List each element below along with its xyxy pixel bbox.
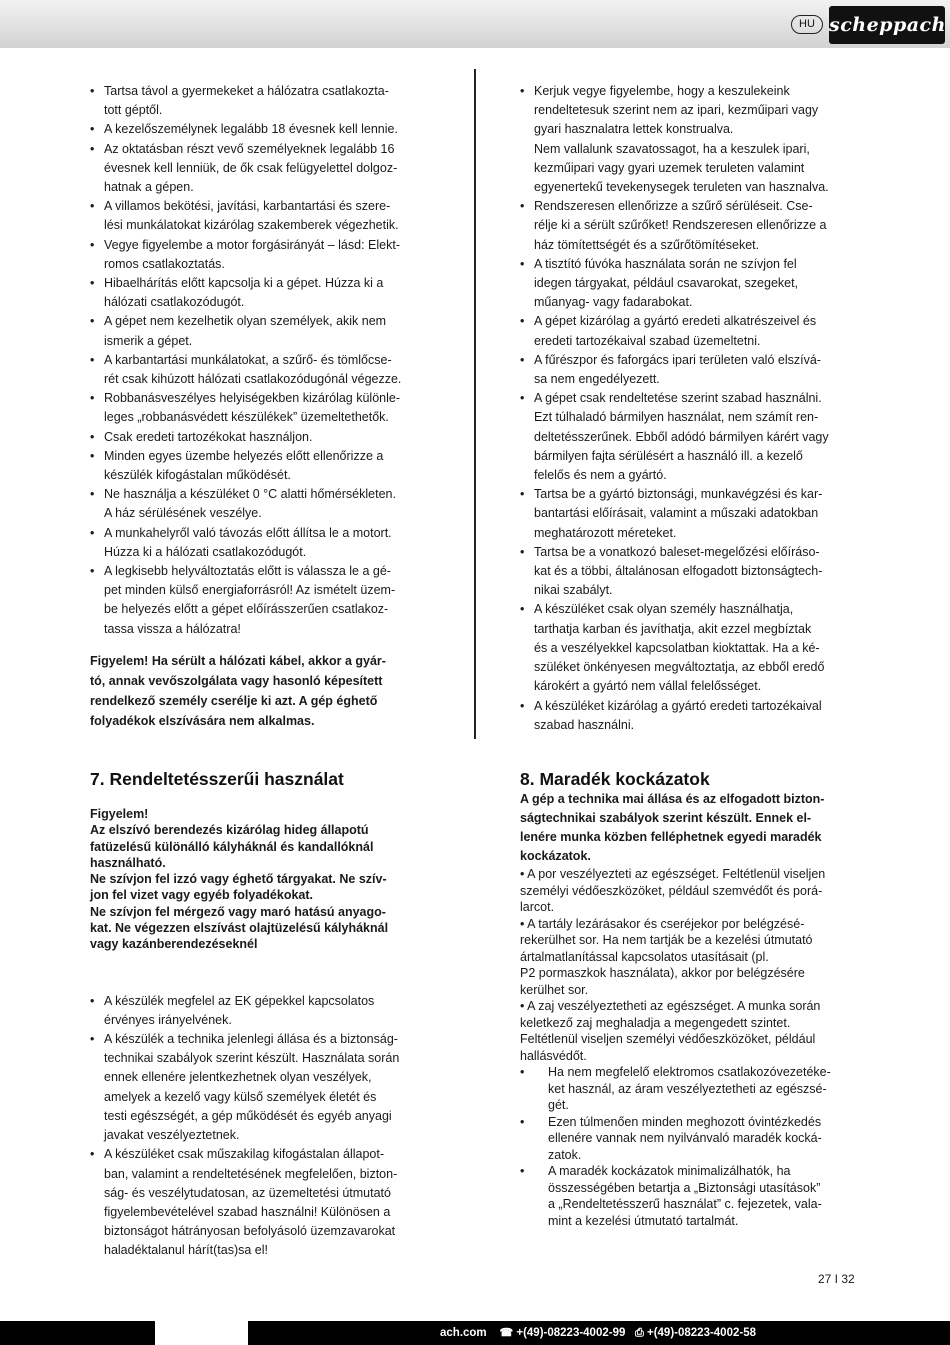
list-item: • Hibaelhárítás előtt kapcsolja ki a gépet. Húzza ki a hálózati csatlakozódugót. [90,274,432,312]
list-item: • Kerjuk vegye figyelembe, hogy a keszulekeink rendeltetesuk szerint nem az ipari, kezműipari vagy gyari hasznalatra lettek konstrualva. Nem vallalunk szavatossagot, ha a keszulek ipari, kezműipari vagy gyari uzemek teruleten valamint egyenertekű tevekenysegek teruleten van hasznalva. [520,82,863,197]
list-item: • Robbanásveszélyes helyiségekben kizárólag különle- leges „robbanásvédett készülékek” üzemeltethetők. [90,389,432,427]
footer-gap [155,1321,248,1345]
section-8-risk-items [520,866,863,1064]
column-divider [474,69,476,739]
list-item: • A villamos bekötési, javítási, karbantartási és szere- lési munkálatokat kizárólag szakemberek végezhetik. [90,197,432,235]
risk-item: • A zaj veszélyeztetheti az egészséget. A munka során keletkező zaj meghaladja a megengedett szintet. Feltétlenül viseljen személyi védőeszközöket, például hallásvédőt. [520,999,821,1063]
list-item: • A gépet nem kezelhetik olyan személyek, akik nem ismerik a gépet. [90,312,432,350]
list-item: • A tisztító fúvóka használata során ne szívjon fel idegen tárgyakat, például csavarokat, szegeket, műanyag- vagy fadarabokat. [520,255,863,313]
list-item: • A maradék kockázatok minimalizálhatók, ha összességében betartja a „Biztonsági utasítások” a „Rendeltetésszerű használat” c. fejezetek, vala- mint a kezelési útmutató tartalmát. [520,1163,863,1229]
footer-web: ach.com [440,1327,487,1339]
list-item: • A készüléket csak műszakilag kifogástalan állapot- ban, valamint a rendeltetésének megfelelően, bizton- ság- és veszélytudatosan, az üzemeltetési útmutató figyelembevételével szabad használni! Különösen a biztonságot hátrányosan befolyásoló üzemzavarokat haladéktalanul hárít(tas)sa el! [90,1145,432,1260]
list-item: • A készülék a technika jelenlegi állása és a biztonság- technikai szabályok szerint készült. Használata során ennek ellenére jelentkezhetnek olyan veszélyek, amelyek a kezelő vagy külső személyek életét és testi egészségét, a gép működését és egyéb anyagi javakat veszélyeztetnek. [90,1030,432,1145]
risk-item: • A por veszélyezteti az egészséget. Feltétlenül viseljen személyi védőeszközöket, például szemvédőt és porá- larcot. [520,867,826,914]
left-safety-section [90,82,432,731]
list-item: • A munkahelyről való távozás előtt állítsa le a motort. Húzza ki a hálózati csatlakozódugót. [90,524,432,562]
footer-phone: +(49)-08223-4002-99 [516,1327,626,1339]
list-item: • A készülék megfelel az EK gépekkel kapcsolatos érvényes irányelvének. [90,992,432,1030]
list-item: • Csak eredeti tartozékokat használjon. [90,428,432,447]
list-item: • Ne használja a készüléket 0 °C alatti hőmérsékleten. A ház sérülésének veszélye. [90,485,432,523]
fax-icon: ⎙ [634,1327,644,1339]
list-item: • Tartsa távol a gyermekeket a hálózatra csatlakozta- tott géptől. [90,82,432,120]
right-safety-section [520,82,863,735]
brand-logo: scheppach [829,6,945,44]
cable-warning: Figyelem! Ha sérült a hálózati kábel, akkor a gyár- tó, annak vevőszolgálata vagy hasonló képesített rendelkező személy cserélje ki azt. A gép éghető folyadékok elszívására nem alkalmas. [90,653,386,728]
list-item: • A készüléket csak olyan személy használhatja, tarthatja karban és javíthatja, akit ezzel megbíztak és a veszélyekkel kapcsolatban kioktattak. Ha a ké- szüléket önkényesen megváltoztatja, az ebből eredő károkért a gyártó nem vállal felelősséget. [520,600,863,696]
language-badge: HU [791,15,823,34]
section-7-bullet-list [90,992,432,1261]
list-item: • Rendszeresen ellenőrizze a szűrő sérüléseit. Cse- rélje ki a sérült szűrőket! Rendszeresen ellenőrizze a ház tömítettségét és a szűrőtömítéseket. [520,197,863,255]
list-item: • A fűrészpor és faforgács ipari területen való elszívá- sa nem engedélyezett. [520,351,863,389]
risk-item: • A tartály lezárásakor és cseréjekor por belégzésé- rekerülhet sor. Ha nem tartják be a kezelési útmutató ártalmatlanítással kapcsolatos utasításait (pl. P2 pormaszkok használata), akkor por belégzésére kerülhet sor. [520,916,813,997]
list-item: • A gépet kizárólag a gyártó eredeti alkatrészeivel és eredeti tartozékaival szabad üzemeltetni. [520,312,863,350]
list-item: • Vegye figyelembe a motor forgásirányát – lásd: Elekt- romos csatlakoztatás. [90,236,432,274]
section-8-bullet-list [520,1064,863,1229]
footer-contact [440,1321,756,1345]
header-bar [0,0,950,48]
list-item: • A készüléket kizárólag a gyártó eredeti tartozékaival szabad használni. [520,697,863,735]
phone-icon: ☎ [499,1327,514,1339]
list-item: • Minden egyes üzembe helyezés előtt ellenőrizze a készülék kifogástalan működését. [90,447,432,485]
list-item: • Az oktatásban részt vevő személyeknek legalább 16 évesnek kell lenniük, de ők csak felügyelettel dolgoz- hatnak a gépen. [90,140,432,198]
section-7-title: 7. Rendeltetésszerűi használat [90,769,344,789]
section-8-title: 8. Maradék kockázatok [520,769,710,789]
section-8-intro: A gép a technika mai állása és az elfogadott bizton- ságtechnikai szabályok szerint készült. Ennek el- lenére munka közben felléphetnek egyedi maradék kockázatok. [520,792,825,863]
section-8 [520,768,863,1229]
page-number: 27 I 32 [818,1272,855,1286]
list-item: • A gépet csak rendeltetése szerint szabad használni. Ezt túlhaladó bármilyen használat, nem számít ren- deltetésszerűnek. Ebből adódó bármilyen kárért vagy bármilyen fajta sérülésért a használó ill. a kezelő felelős és nem a gyártó. [520,389,863,485]
list-item: • Tartsa be a vonatkozó baleset-megelőzési előíráso- kat és a többi, általánosan elfogadott biztonságtech- nikai szabályt. [520,543,863,601]
footer-bar [0,1321,950,1345]
right-bullet-list [520,82,863,735]
list-item: • Ezen túlmenően minden meghozott óvintézkedés ellenére vannak nem nyilvánvaló maradék kocká- zatok. [520,1114,863,1164]
list-item: • A karbantartási munkálatokat, a szűrő- és tömlőcse- rét csak kihúzott hálózati csatlakozódugónál végezze. [90,351,432,389]
section-7-warning: Figyelem! Az elszívó berendezés kizárólag hideg állapotú fatüzelésű különálló kályháknál és kandallóknál használható. Ne szívjon fel izzó vagy éghető tárgyakat. Ne szív- jon fel vizet vagy egyéb folyadékokat. Ne szívjon fel mérgező vagy maró hatású anyago- kat. Ne végezzen elszívást olajtüzelésű kályháknál vagy kazánberendezéseknél [90,807,389,952]
footer-fax: +(49)-08223-4002-58 [646,1327,756,1339]
list-item: • A kezelőszemélynek legalább 18 évesnek kell lennie. [90,120,432,139]
section-7 [90,768,432,1261]
list-item: • A legkisebb helyváltoztatás előtt is válassza le a gé- pet minden külső energiaforrásról! Az ismételt üzem- be helyezés előtt a gépet előírásszerűen csatlakoz- tassa vissza a hálózatra! [90,562,432,639]
list-item: • Tartsa be a gyártó biztonsági, munkavégzési és kar- bantartási előírásait, valamint a műszaki adatokban meghatározott méreteket. [520,485,863,543]
list-item: • Ha nem megfelelő elektromos csatlakozóvezetéke- ket használ, az áram veszélyeztetheti az egészsé- gét. [520,1064,863,1114]
left-bullet-list [90,82,432,639]
